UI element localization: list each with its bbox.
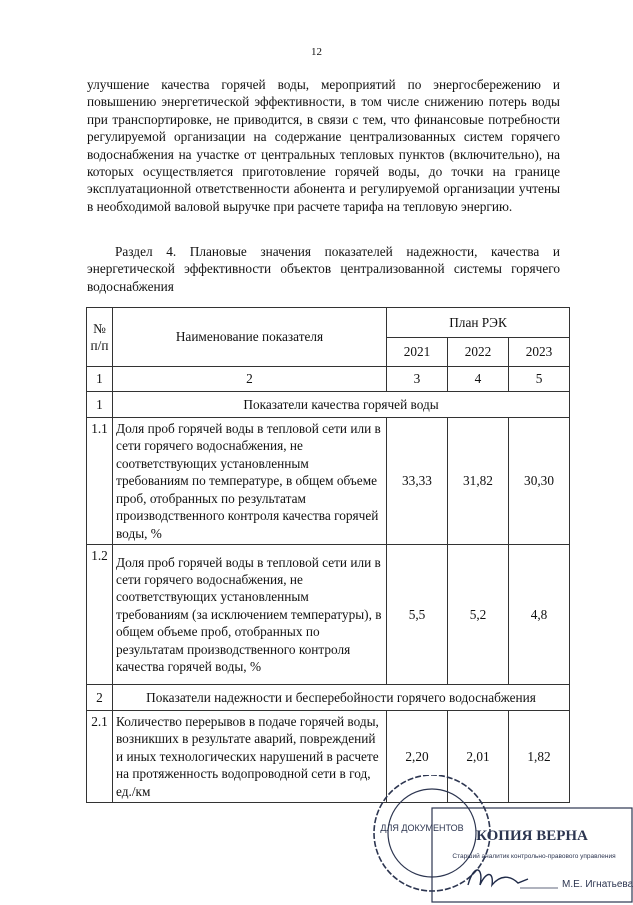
stamp-position: Старший аналитик контрольно-правового управления xyxy=(452,853,616,860)
col-number: 1 xyxy=(87,367,113,392)
header-num: № п/п xyxy=(87,308,113,367)
table-row xyxy=(87,545,570,685)
group-num: 2 xyxy=(87,685,113,711)
row-value: 4,8 xyxy=(509,545,570,685)
handwritten-signature xyxy=(468,870,528,885)
header-year: 2023 xyxy=(509,337,570,367)
row-value: 30,30 xyxy=(509,418,570,545)
header-plan: План РЭК xyxy=(387,308,570,338)
row-value: 1,82 xyxy=(509,711,570,803)
header-name: Наименование показателя xyxy=(113,308,387,367)
row-value: 2,20 xyxy=(387,711,448,803)
row-value: 5,5 xyxy=(387,545,448,685)
row-num: 1.1 xyxy=(87,418,113,545)
stamp-title: КОПИЯ ВЕРНА xyxy=(476,828,588,844)
page-number: 12 xyxy=(311,46,322,58)
row-name: Количество перерывов в подаче горячей воды, возникших в результате аварий, повреждений и иных технологических нарушений в расчете на протяженность водопроводной сети в год, ед./км xyxy=(113,711,387,803)
group-row xyxy=(87,685,570,711)
col-number: 4 xyxy=(448,367,509,392)
column-numbers-row xyxy=(87,367,570,392)
indicators-table xyxy=(86,307,570,803)
group-title: Показатели надежности и бесперебойности горячего водоснабжения xyxy=(113,685,570,711)
header-year: 2021 xyxy=(387,337,448,367)
table-row xyxy=(87,418,570,545)
row-num: 2.1 xyxy=(87,711,113,803)
intro-paragraph: улучшение качества горячей воды, мероприятий по энергосбережению и повышению энергетической эффективности, в том числе снижению потерь воды при транспортировке, не приводится, в связи с тем, что финансовые потребности регулируемой организации на содержание централизованных систем горячего водоснабжения на участке от центральных тепловых пунктов (включительно), на которых осуществляется приготовление горячей воды, до точки на границе эксплуатационной ответственности абонента и регулируемой организации учтены в необходимой валовой выручке при расчете тарифа на тепловую энергию. xyxy=(87,77,560,214)
group-row xyxy=(87,392,570,418)
row-value: 33,33 xyxy=(387,418,448,545)
stamp-signer-name: М.Е. Игнатьева xyxy=(562,879,633,890)
row-name: Доля проб горячей воды в тепловой сети или в сети горячего водоснабжения, не соответствующих установленным требованиям по температуре, в общем объеме проб, отобранных по результатам производственного контроля качества горячей воды, % xyxy=(113,418,387,545)
group-title: Показатели качества горячей воды xyxy=(113,392,570,418)
col-number: 5 xyxy=(509,367,570,392)
seal-center-text: ДЛЯ ДОКУМЕНТОВ xyxy=(380,823,464,833)
col-number: 3 xyxy=(387,367,448,392)
col-number: 2 xyxy=(113,367,387,392)
header-row xyxy=(87,308,570,338)
header-year: 2022 xyxy=(448,337,509,367)
certification-stamp xyxy=(360,775,633,905)
row-value: 5,2 xyxy=(448,545,509,685)
row-num: 1.2 xyxy=(87,545,113,685)
row-name: Доля проб горячей воды в тепловой сети или в сети горячего водоснабжения, не соответствующих установленным требованиям (за исключением температуры), в общем объеме проб, отобранных по результатам производственного контроля качества горячей воды, % xyxy=(113,545,387,685)
row-value: 2,01 xyxy=(448,711,509,803)
group-num: 1 xyxy=(87,392,113,418)
section-heading: Раздел 4. Плановые значения показателей надежности, качества и энергетической эффективности объектов централизованной системы горячего водоснабжения xyxy=(87,244,560,294)
row-value: 31,82 xyxy=(448,418,509,545)
